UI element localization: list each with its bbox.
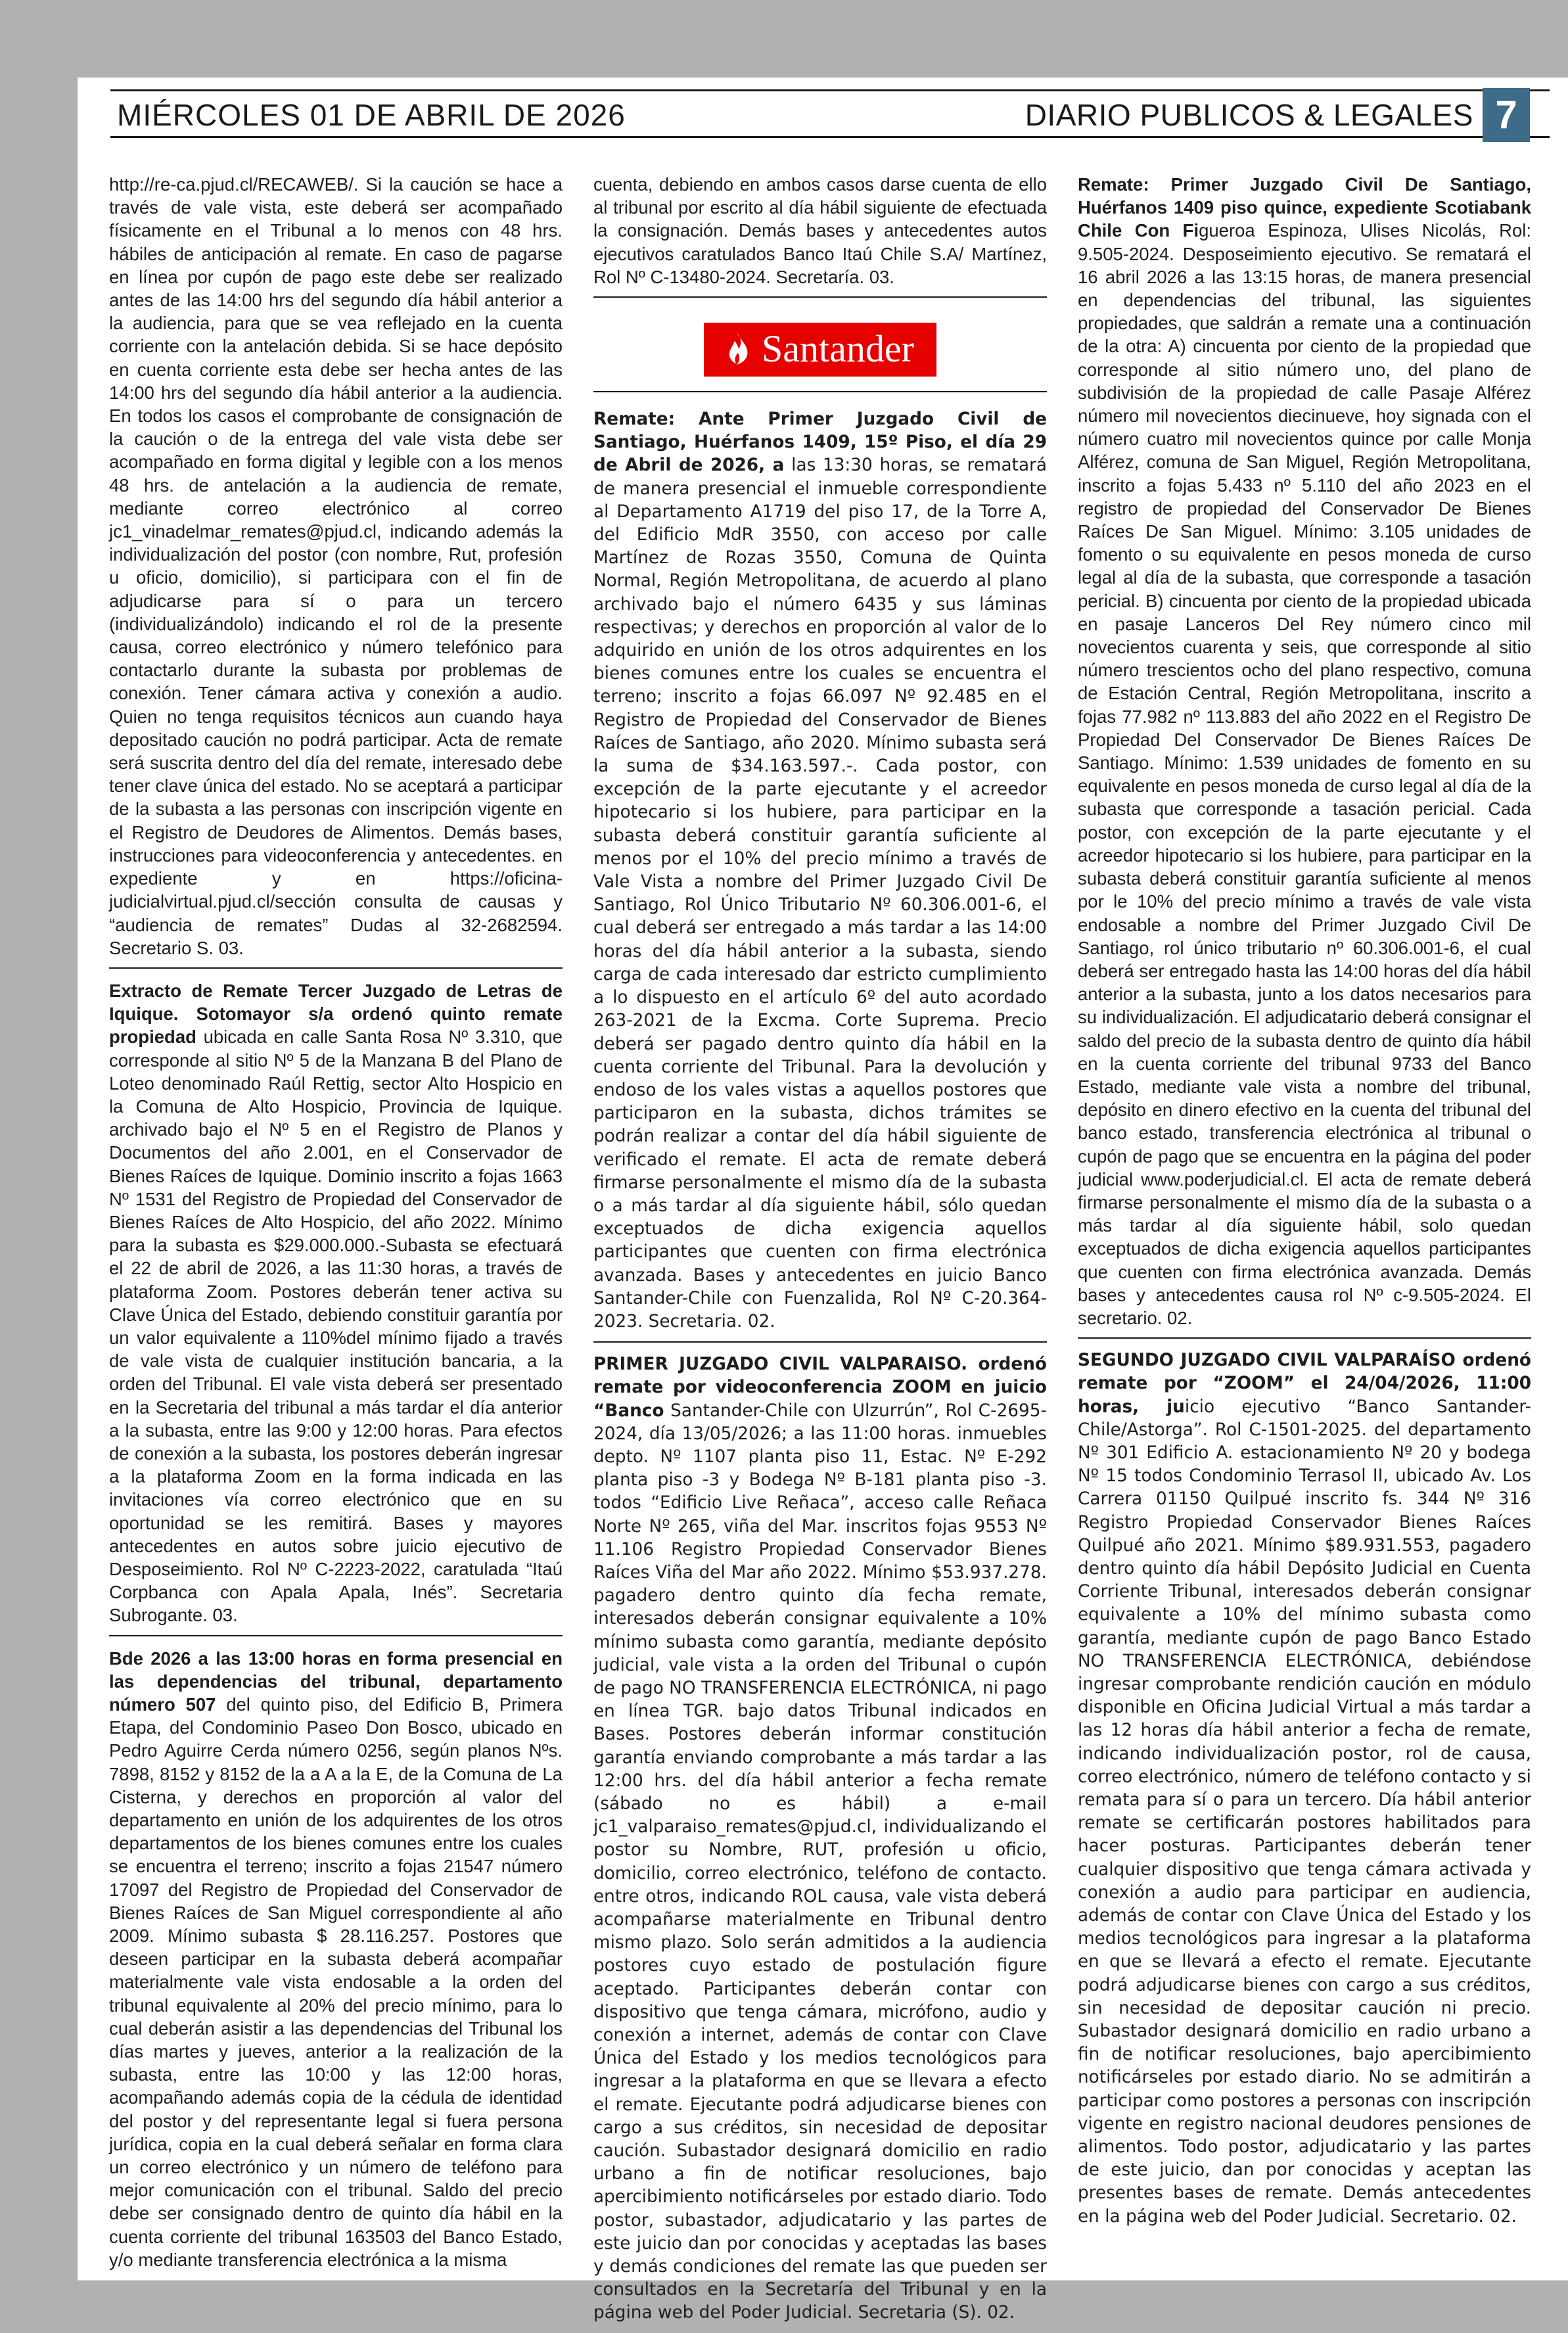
legal-notice — [593, 408, 1047, 1343]
newspaper-name: DIARIO PUBLICOS & LEGALES — [1025, 98, 1473, 132]
notice-body: PRIMER JUZGADO CIVIL VALPARAISO. ordenó remate por videoconferencia ZOOM en juicio “Banco Santander-Chile con Ulzurrún”, Rol C-2695-2024, día 13/05/2026; a las 11:00 horas. inmuebles depto. Nº 1107 planta piso 11, Estac. Nº E-292 planta piso -3 y Bodega Nº B-181 planta piso -3. todos “Edificio Live Reñaca”, acceso calle Reñaca Norte Nº 265, viña del Mar. inscritos fojas 9553 Nº 11.106 Registro Propiedad Conservador Bienes Raíces Viña del Mar año 2022. Mínimo $53.937.278. pagadero dentro quinto día fecha remate, interesados deberán consignar equivalente a 10% mínimo subasta como garantía, mediante depósito judicial, vale vista a la orden del Tribunal o cupón de pago NO TRANSFERENCIA ELECTRÓNICA, ni pago en línea TGR. bajo datos Tribunal indicados en Bases. Postores deberán informar constitución garantía enviando comprobante a más tardar a las 12:00 hrs. del día hábil anterior a fecha remate (sábado no es hábil) a e-mail jc1_valparaiso_remates@pjud.cl, individualizando el postor su Nombre, RUT, profesión u oficio, domicilio, correo electrónico, teléfono de contacto. entre otros, indicando ROL causa, vale vista deberá acompañarse materialmente en Tribunal dentro mismo plazo. Solo serán admitidos a la audiencia postores cuyo estado de postulación figure aceptado. Participantes deberán contar con dispositivo que tenga cámara, micrófono, audio y conexión a internet, además de contar con Clave Única del Estado y los medios tecnológicos para ingresar a la plataforma en que se llevara a efecto el remate. Ejecutante podrá adjudicarse bienes con cargo a sus créditos, sin necesidad de depositar caución. Subastador designará domicilio en radio urbano a fin de notificar resoluciones, bajo apercibimiento notificárseles por estado diario. Todo postor, subastador, adjudicatario y las partes de este juicio dan por conocidas y aceptadas las bases y demás condiciones del remate las que pueden ser consultados en la Secretaría del Tribunal y en la página web del Poder Judicial. Secretaria (S). 02. — [593, 1354, 1047, 2323]
page-header — [110, 89, 1550, 138]
notice-body: cuenta, debiendo en ambos casos darse cuenta de ello al tribunal por escrito al día hábil siguiente de efectuada la consignación. Demás bases y antecedentes autos ejecutivos caratulados Banco Itaú Chile S.A/ Martínez, Rol Nº C-13480-2024. Secretaría. 03. — [593, 174, 1047, 287]
column-2 — [593, 173, 1047, 2323]
santander-advertisement — [593, 308, 1047, 392]
notice-heading: SEGUNDO JUZGADO CIVIL VALPARAÍSO ordenó remate por “ZOOM” el 24/04/2026, 11:00 horas, ju — [1078, 1351, 1531, 1417]
notice-body: Remate: Primer Juzgado Civil De Santiago, Huérfanos 1409 piso quince, expediente Scotiabank Chile Con Figueroa Espinoza, Ulises Nicolás, Rol: 9.505-2024. Desposeimiento ejecutivo. Se rematará el 16 abril 2026 a las 13:15 horas, de manera presencial en dependencias del tribunal, las siguientes propiedades, que saldrán a remate una a continuación de la otra: A) cincuenta por ciento de la propiedad que corresponde al sitio número uno, del plano de subdivisión de la propiedad de calle Pasaje Alférez número mil novecientos diecinueve, hoy signada con el número cuatro mil novecientos quince por calle Monja Alférez, comuna de San Miguel, Región Metropolitana, inscrito a fojas 5.433 nº 5.110 del año 2023 en el registro de propiedad del Conservador De Bienes Raíces De San Miguel. Mínimo: 3.105 unidades de fomento o su equivalente en pesos moneda de curso legal al día de la subasta, que corresponde a tasación pericial. B) cincuenta por ciento de la propiedad ubicada en pasaje Lanceros Del Rey número cinco mil novecientos cuarenta y seis, que corresponde al sitio número trescientos ocho del plano respectivo, comuna de Estación Central, Región Metropolitana, inscrito a fojas 77.982 nº 113.883 del año 2022 en el Registro De Propiedad Del Conservador De Bienes Raíces De Santiago. Mínimo: 1.539 unidades de fomento en su equivalente en pesos moneda de curso legal al día de la subasta que corresponde a tasación pericial. Cada postor, con excepción de la parte ejecutante y el acreedor hipotecario si los hubiere, para participar en la subasta deberá constituir garantía suficiente al menos por le 10% del precio mínimo a través de vale vista endosable a nombre del Primer Juzgado Civil De Santiago, rol único tributario nº 60.306.001-6, el cual deberá ser entregado hasta las 14:00 horas del día hábil anterior a la subasta, junto a los datos necesarios para su individualización. El adjudicatario deberá consignar el saldo del precio de la subasta dentro de quinto día hábil en la cuenta corriente del tribunal 9733 del Banco Estado, mediante vale vista a nombre del tribunal, depósito en dinero efectivo en la cuenta del tribunal del banco estado, transferencia electrónica al tribunal o cupón de pago que se encuentra en la página del poder judicial www.poderjudicial.cl. El acta de remate deberá firmarse personalmente el mismo día de la subasta o a más tardar al día siguiente hábil, solo quedan exceptuados de dicha exigencia aquellos participantes que cuenten con firma electrónica avanzada. Demás bases y antecedentes causa rol Nº c-9.505-2024. El secretario. 02. — [1078, 174, 1531, 1328]
legal-notice — [109, 173, 563, 969]
legal-notice — [109, 979, 563, 1636]
column-3 — [1078, 173, 1531, 2263]
page-number: 7 — [1483, 88, 1530, 142]
legal-notice — [1078, 173, 1531, 1339]
legal-notice — [109, 1647, 563, 2279]
notice-body: SEGUNDO JUZGADO CIVIL VALPARAÍSO ordenó remate por “ZOOM” el 24/04/2026, 11:00 horas, juicio ejecutivo “Banco Santander-Chile/Astorga”. Rol C-1501-2025. del departamento Nº 301 Edificio A. estacionamiento Nº 20 y bodega Nº 15 todos Condominio Terrasol II, ubicado Av. Los Carrera 01150 Quilpué inscrito fs. 344 Nº 316 Registro Propiedad Conservador Bienes Raíces Quilpué año 2021. Mínimo $89.931.553, pagadero dentro quinto día hábil Depósito Judicial en Cuenta Corriente Tribunal, interesados deberán consignar equivalente a 10% del mínimo subasta como garantía, mediante cupón de pago Banco Estado NO TRANSFERENCIA ELECTRÓNICA, debiéndose ingresar comprobante rendición caución en módulo disponible en Oficina Judicial Virtual a más tardar a las 12 horas día hábil anterior a fecha de remate, indicando individualización postor, rol de causa, correo electrónico, número de teléfono contacto y si remata para sí o para un tercero. Día hábil anterior remate se certificarán postores habilitados para hacer posturas. Participantes deberán tener cualquier dispositivo que tenga cámara activada y conexión a audio para participar en audiencia, además de contar con Clave Única del Estado y los medios tecnológicos para ingresar a la plataforma en que se llevará a efecto el remate. Ejecutante podrá adjudicarse bienes con cargo a sus créditos, sin necesidad de depositar caución ni precio. Subastador designará domicilio en radio urbano a fin de notificar resoluciones, bajo apercibimiento notificárseles por estado diario. No se admitirán a participar como postores a personas con inscripción vigente en registro nacional deudores pensiones de alimentos. Todo postor, adjudicatario y las partes de este juicio, dan por conocidas y aceptan las presentes bases de remate. Demás antecedentes en la página web del Poder Judicial. Secretario. 02. — [1078, 1351, 1531, 2227]
legal-notice — [593, 1353, 1047, 2333]
notice-heading: Remate: Primer Juzgado Civil De Santiago, Huérfanos 1409 piso quince, expediente Scotiabank Chile Con Fi — [1078, 174, 1531, 241]
notice-body: Extracto de Remate Tercer Juzgado de Letras de Iquique. Sotomayor s/a ordenó quinto remate propiedad ubicada en calle Santa Rosa Nº 3.310, que corresponde al sitio Nº 5 de la Manzana B del Plano de Loteo denominado Raúl Rettig, sector Alto Hospicio en la Comuna de Alto Hospicio, Provincia de Iquique. archivado bajo el Nº 5 en el Registro de Planos y Documentos del año 2.001, en el Conservador de Bienes Raíces de Iquique. Dominio inscrito a fojas 1663 Nº 1531 del Registro de Propiedad del Conservador de Bienes Raíces de Alto Hospicio, del año 2022. Mínimo para la subasta es $29.000.000.-Subasta se efectuará el 22 de abril de 2026, a las 11:30 horas, a través de plataforma Zoom. Postores deberán tener activa su Clave Única del Estado, debiendo constituir garantía por un valor equivalente a 110%del mínimo fijado a través de vale vista de cualquier institución bancaria, a la orden del Tribunal. El vale vista deberá ser presentado en la Secretaria del tribunal a más tardar el día anterior a la subasta, entre las 9:00 y 12:00 horas. Para efectos de conexión a la subasta, los postores deberán ingresar a la plataforma Zoom en la forma indicada en las invitaciones vía correo electrónico que en su oportunidad se les remitirá. Bases y mayores antecedentes en autos sobre juicio ejecutivo de Desposeimiento. Rol Nº C-2223-2022, caratulada “Itaú Corpbanca con Apala Apala, Inés”. Secretaria Subrogante. 03. — [109, 980, 563, 1626]
column-1 — [109, 173, 563, 2270]
notice-body: Bde 2026 a las 13:00 horas en forma presencial en las dependencias del tribunal, departamento número 507 del quinto piso, del Edificio B, Primera Etapa, del Condominio Paseo Don Bosco, ubicado en Pedro Aguirre Cerda número 0256, según planos Nºs. 7898, 8152 y 8152 de la a A a la E, de la Comuna de La Cisterna, y derechos en proporción al valor del departamento en unión de los adquirentes de los otros departamentos de los bienes comunes entre los cuales se encuentra el terreno; inscrito a fojas 21547 número 17097 del Registro de Propiedad del Conservador de Bienes Raíces de San Miguel correspondiente al año 2009. Mínimo subasta $ 28.116.257. Postores que deseen participar en la subasta deberá acompañar materialmente vale vista endosable a la orden del tribunal equivalente al 20% del precio mínimo, para lo cual deberán asistir a las dependencias del Tribunal los días martes y jueves, anterior a la realización de la subasta, entre las 10:00 y las 12:00 horas, acompañando además copia de la cédula de identidad del postor y del representante legal si fuera persona jurídica, copia en la cual deberá señalar en forma clara un correo electrónico y un número de teléfono para mejor comunicación con el tribunal. Saldo del precio debe ser consignado dentro de quinto día hábil en la cuenta corriente del tribunal 163503 del Banco Estado, y/o mediante transferencia electrónica a la misma — [109, 1648, 563, 2270]
notice-heading: Bde 2026 a las 13:00 horas en forma presencial en las dependencias del tribunal, departamento número 507 — [109, 1648, 563, 1715]
brand-name: Santander — [762, 327, 914, 371]
santander-flame-icon — [721, 331, 751, 367]
notice-body: Remate: Ante Primer Juzgado Civil de Santiago, Huérfanos 1409, 15º Piso, el día 29 de Abril de 2026, a las 13:30 horas, se rematará de manera presencial el inmueble correspondiente al Departamento A1719 del piso 17, de la Torre A, del Edificio MdR 3550, con acceso por calle Martínez de Rozas 3550, Comuna de Quinta Normal, Región Metropolitana, de acuerdo al plano archivado bajo el número 6435 y sus láminas respectivas; y derechos en proporción al valor de lo adquirido en unión de los otros adquirentes en los bienes comunes entre los cuales se encuentra el terreno; inscrito a fojas 66.097 Nº 92.485 en el Registro de Propiedad del Conservador de Bienes Raíces de Santiago, año 2020. Mínimo subasta será la suma de $34.163.597.-. Cada postor, con excepción de la parte ejecutante y el acreedor hipotecario si los hubiere, para participar en la subasta deberá constituir garantía suficiente al menos por el 10% del precio mínimo a través de Vale Vista a nombre del Primer Juzgado Civil De Santiago, Rol Único Tributario Nº 60.306.001-6, el cual deberá ser entregado a más tardar a las 14:00 horas del día hábil anterior a la subasta, siendo carga de cada interesado dar estricto cumplimiento a lo dispuesto en el artículo 6º del auto acordado 263-2021 de la Excma. Corte Suprema. Precio deberá ser pagado dentro quinto día hábil en la cuenta corriente del Tribunal. Para la devolución y endoso de los vales vistas a aquellos postores que participaron en la subasta, dichos trámites se podrán realizar a contar del día hábil siguiente de verificado el remate. El acta de remate deberá firmarse personalmente el mismo día de la subasta o a más tardar al día siguiente hábil, sólo quedan exceptuados de dicha exigencia aquellos participantes que cuenten con firma electrónica avanzada. Bases y antecedentes en juicio Banco Santander-Chile con Fuenzalida, Rol Nº C-20.364-2023. Secretaria. 02. — [593, 409, 1047, 1331]
notice-heading: Extracto de Remate Tercer Juzgado de Letras de Iquique. Sotomayor s/a ordenó quinto remate propiedad — [109, 980, 563, 1048]
newspaper-page — [78, 78, 1568, 2323]
notice-heading: Remate: Ante Primer Juzgado Civil de Santiago, Huérfanos 1409, 15º Piso, el día 29 de Abril de 2026, a — [593, 409, 1047, 476]
issue-date: MIÉRCOLES 01 DE ABRIL DE 2026 — [117, 98, 626, 132]
santander-logo — [704, 323, 936, 377]
legal-notice — [593, 173, 1047, 298]
notice-heading: PRIMER JUZGADO CIVIL VALPARAISO. ordenó remate por videoconferencia ZOOM en juicio “Banco — [593, 1354, 1047, 1421]
notice-body: http://re-ca.pjud.cl/RECAWEB/. Si la caución se hace a través de vale vista, este deberá ser acompañado físicamente en el Tribunal a lo menos con 48 hrs. hábiles de anticipación al remate. En caso de pagarse en línea por cupón de pago este debe ser realizado antes de las 14:00 hrs del segundo día hábil anterior a la audiencia, para que se vea reflejado en la cuenta corriente con la antelación debida. Si se hace depósito en cuenta corriente esta debe ser hecha antes de las 14:00 hrs del segundo día hábil anterior a la audiencia. En todos los casos el comprobante de consignación de la caución o de la entrega del vale vista debe ser acompañado en forma digital y legible con a los menos 48 hrs. de antelación a la audiencia de remate, mediante correo electrónico al correo jc1_vinadelmar_remates@pjud.cl, indicando además la individualización del postor (con nombre, Rut, profesión u oficio, domicilio), si participara con el fin de adjudicarse para sí o para un tercero (individualizándolo) indicando el rol de la presente causa, correo electrónico y número telefónico para contactarlo durante la subasta por problemas de conexión. Tener cámara activa y conexión a audio. Quien no tenga requisitos técnicos aun cuando haya depositado caución no podrá participar. Acta de remate será suscrita dentro del día del remate, interesado debe tener clave única del estado. No se aceptará a participar de la subasta a las personas con inscripción vigente en el Registro de Deudores de Alimentos. Demás bases, instrucciones para videoconferencia y antecedentes. en expediente y en https://oficina-judicialvirtual.pjud.cl/sección consulta de causas y “audiencia de remates” Dudas al 32-2682594. Secretario S. 03. — [109, 174, 563, 958]
legal-notice — [1078, 1349, 1531, 2236]
